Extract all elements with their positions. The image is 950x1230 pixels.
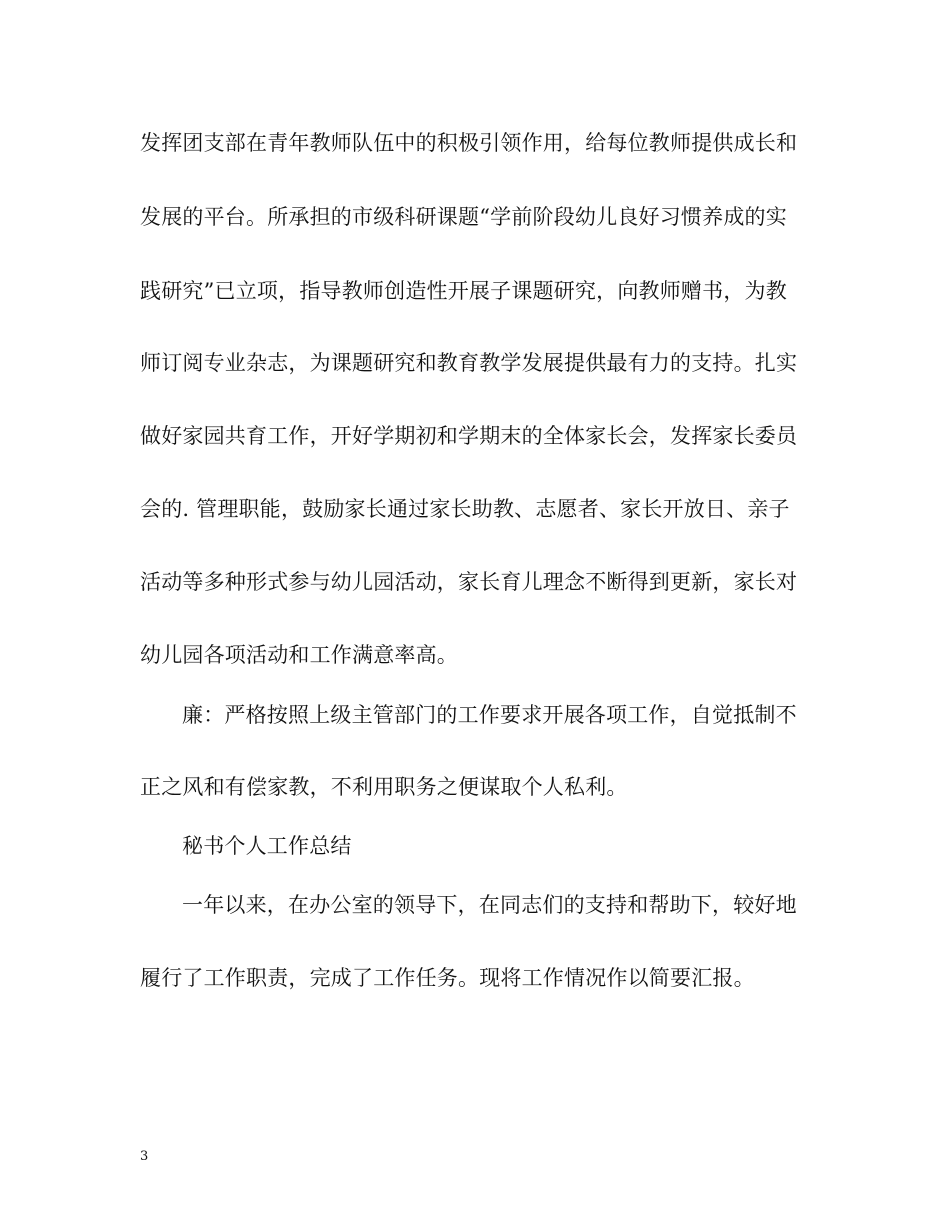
body-line-4: 师订阅专业杂志，为课题研究和教育教学发展提供最有力的支持。扎实 <box>140 351 798 375</box>
body-line-6: 会的. 管理职能，鼓励家长通过家长助教、志愿者、家长开放日、亲子 <box>140 497 790 521</box>
body-line-8: 幼儿园各项活动和工作满意率高。 <box>140 643 458 667</box>
body-line-5: 做好家园共育工作，开好学期初和学期末的全体家长会，发挥家长委员 <box>140 424 798 448</box>
body-line-12: 一年以来，在办公室的领导下，在同志们的支持和帮助下，较好地 <box>182 893 797 917</box>
page-number: 3 <box>140 1149 149 1164</box>
body-line-13: 履行了工作职责，完成了工作任务。现将工作情况作以简要汇报。 <box>140 966 755 990</box>
section-heading: 秘书个人工作总结 <box>182 834 352 858</box>
body-line-9: 廉：严格按照上级主管部门的工作要求开展各项工作，自觉抵制不 <box>182 703 797 727</box>
body-line-10: 正之风和有偿家教，不利用职务之便谋取个人私利。 <box>140 775 628 799</box>
body-line-3: 践研究”已立项，指导教师创造性开展子课题研究，向教师赠书，为教 <box>140 279 787 303</box>
body-line-7: 活动等多种形式参与幼儿园活动，家长育儿理念不断得到更新，家长对 <box>140 570 798 594</box>
body-line-2: 发展的平台。所承担的市级科研课题“学前阶段幼儿良好习惯养成的实 <box>140 205 787 229</box>
body-line-1: 发挥团支部在青年教师队伍中的积极引领作用，给每位教师提供成长和 <box>140 131 798 155</box>
